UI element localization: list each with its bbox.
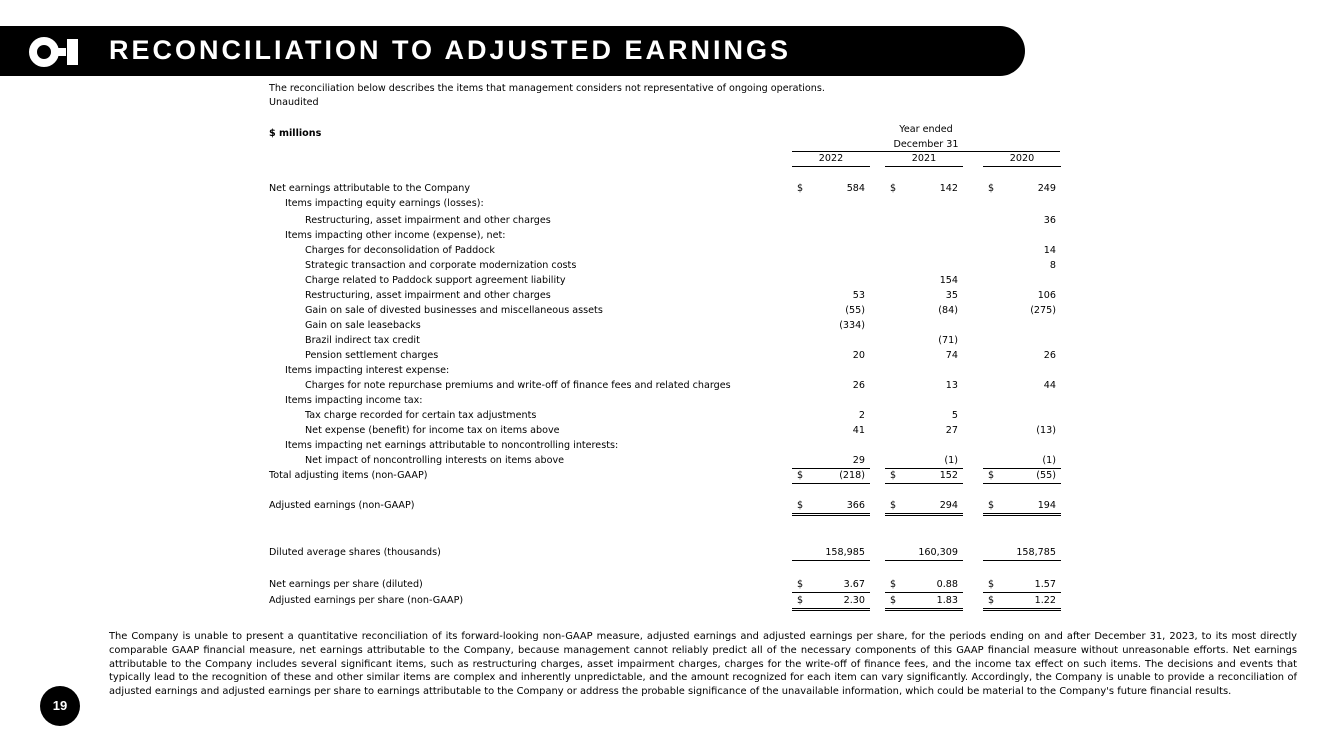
value-cell-2022 [792, 289, 870, 303]
value: 154 [939, 275, 958, 286]
row-label: Adjusted earnings (non-GAAP) [269, 500, 415, 511]
value: 294 [939, 500, 958, 511]
row-label: Gain on sale leasebacks [305, 320, 421, 331]
table-row [0, 319, 1333, 333]
value-cell-2020 [983, 469, 1061, 484]
table-row [0, 409, 1333, 423]
value: 14 [1043, 245, 1056, 256]
value-cell-2022 [792, 274, 870, 288]
table-row [0, 244, 1333, 258]
oi-logo-icon [28, 36, 84, 68]
value-cell-2020 [983, 546, 1061, 561]
value: 1.22 [1034, 595, 1056, 606]
row-label: Charges for deconsolidation of Paddock [305, 245, 495, 256]
value-cell-2022 [792, 594, 870, 611]
row-label: Items impacting equity earnings (losses): [285, 198, 484, 209]
row-label: Items impacting interest expense: [285, 365, 450, 376]
value-cell-2020 [983, 259, 1061, 273]
value: 20 [852, 350, 865, 361]
value-cell-2021 [885, 454, 963, 469]
value: (55) [1036, 470, 1056, 481]
dollar-sign: $ [890, 470, 897, 481]
dollar-sign: $ [797, 470, 804, 481]
value-cell-2022 [792, 349, 870, 363]
value: 1.83 [936, 595, 958, 606]
table-row [0, 259, 1333, 273]
value-cell-2022 [792, 364, 870, 378]
value-cell-2020 [983, 424, 1061, 438]
value-cell-2021 [885, 244, 963, 258]
value-cell-2021 [885, 364, 963, 378]
page-number: 19 [40, 686, 80, 726]
dollar-sign: $ [890, 500, 897, 511]
row-label: Net earnings attributable to the Company [269, 183, 471, 194]
period-header-line2: December 31 [893, 139, 959, 150]
dollar-sign: $ [988, 470, 995, 481]
value: (84) [938, 305, 958, 316]
table-row [0, 469, 1333, 483]
dollar-sign: $ [988, 500, 995, 511]
row-label: Pension settlement charges [305, 350, 439, 361]
value-cell-2021 [885, 334, 963, 348]
value: 584 [846, 183, 865, 194]
dollar-sign: $ [797, 579, 804, 590]
value: (275) [1030, 305, 1056, 316]
value-cell-2022 [792, 469, 870, 484]
table-row [0, 214, 1333, 228]
value: 36 [1043, 215, 1056, 226]
value-cell-2020 [983, 364, 1061, 378]
value-cell-2021 [885, 214, 963, 228]
table-row [0, 349, 1333, 363]
value-cell-2021 [885, 349, 963, 363]
value-cell-2022 [792, 578, 870, 593]
value-cell-2022 [792, 244, 870, 258]
value: 2.30 [843, 595, 865, 606]
row-label: Items impacting other income (expense), net: [285, 230, 506, 241]
table-row [0, 229, 1333, 243]
dollar-sign: $ [890, 579, 897, 590]
row-label: Adjusted earnings per share (non-GAAP) [269, 595, 464, 606]
value-cell-2021 [885, 304, 963, 318]
value: 35 [945, 290, 958, 301]
value-cell-2022 [792, 304, 870, 318]
value-cell-2020 [983, 454, 1061, 469]
row-label: Tax charge recorded for certain tax adjustments [305, 410, 537, 421]
year-rule-2021 [885, 166, 963, 167]
dollar-sign: $ [890, 595, 897, 606]
value: 41 [852, 425, 865, 436]
value: 152 [939, 470, 958, 481]
value: 53 [852, 290, 865, 301]
table-row [0, 182, 1333, 196]
table-row [0, 334, 1333, 348]
value: (218) [839, 470, 865, 481]
unaudited-label: Unaudited [269, 97, 319, 108]
value: 0.88 [936, 579, 958, 590]
value-cell-2022 [792, 424, 870, 438]
units-label: $ millions [269, 128, 322, 139]
value: 44 [1043, 380, 1056, 391]
year-rule-2020 [983, 166, 1061, 167]
value-cell-2021 [885, 197, 963, 211]
value-cell-2020 [983, 289, 1061, 303]
value-cell-2022 [792, 229, 870, 243]
value: 158,785 [1016, 547, 1056, 558]
value-cell-2021 [885, 424, 963, 438]
table-row [0, 364, 1333, 378]
table-row [0, 379, 1333, 393]
year-header-2020: 2020 [1009, 153, 1035, 164]
value-cell-2021 [885, 499, 963, 516]
table-row [0, 424, 1333, 438]
table-row [0, 594, 1333, 608]
row-label: Gain on sale of divested businesses and miscellaneous assets [305, 305, 603, 316]
value-cell-2020 [983, 274, 1061, 288]
row-label: Restructuring, asset impairment and other charges [305, 290, 551, 301]
value: (334) [839, 320, 865, 331]
year-header-2022: 2022 [818, 153, 844, 164]
value-cell-2020 [983, 439, 1061, 453]
page-title: RECONCILIATION TO ADJUSTED EARNINGS [109, 35, 792, 65]
value: 1.57 [1034, 579, 1056, 590]
value-cell-2020 [983, 334, 1061, 348]
value-cell-2021 [885, 394, 963, 408]
value: (13) [1036, 425, 1056, 436]
row-label: Items impacting net earnings attributable to noncontrolling interests: [285, 440, 619, 451]
value-cell-2021 [885, 379, 963, 393]
value: 8 [1049, 260, 1056, 271]
value-cell-2021 [885, 409, 963, 423]
value: 3.67 [843, 579, 865, 590]
row-label: Total adjusting items (non-GAAP) [269, 470, 428, 481]
value-cell-2020 [983, 214, 1061, 228]
value-cell-2022 [792, 259, 870, 273]
table-row [0, 439, 1333, 453]
value-cell-2022 [792, 394, 870, 408]
value: 26 [852, 380, 865, 391]
table-row [0, 454, 1333, 468]
value-cell-2021 [885, 289, 963, 303]
table-row [0, 578, 1333, 592]
value: 2 [858, 410, 865, 421]
value: 158,985 [825, 547, 865, 558]
value-cell-2021 [885, 469, 963, 484]
period-header-line1: Year ended [899, 124, 953, 135]
dollar-sign: $ [988, 183, 995, 194]
table-row [0, 394, 1333, 408]
table-row [0, 197, 1333, 211]
row-label: Items impacting income tax: [285, 395, 423, 406]
header-rule [792, 151, 1060, 152]
value-cell-2022 [792, 439, 870, 453]
value-cell-2022 [792, 319, 870, 333]
value-cell-2020 [983, 229, 1061, 243]
value: 13 [945, 380, 958, 391]
row-label: Charges for note repurchase premiums and write-off of finance fees and related charges [305, 380, 731, 391]
row-label: Restructuring, asset impairment and other charges [305, 215, 551, 226]
dollar-sign: $ [797, 595, 804, 606]
value-cell-2020 [983, 409, 1061, 423]
value-cell-2022 [792, 409, 870, 423]
value-cell-2020 [983, 578, 1061, 593]
table-row [0, 499, 1333, 513]
value-cell-2021 [885, 319, 963, 333]
value-cell-2022 [792, 334, 870, 348]
table-row [0, 289, 1333, 303]
value-cell-2022 [792, 197, 870, 211]
table-row [0, 546, 1333, 560]
value-cell-2021 [885, 439, 963, 453]
value-cell-2020 [983, 394, 1061, 408]
footnote: The Company is unable to present a quantitative reconciliation of its forward-looking non-GAAP measure, adjusted earnings and adjusted earnings per share, for the periods ending on and after December 31, 2023, to its most directly comparable GAAP financial measure, net earnings attributable to the Company, because management cannot reliably predict all of the necessary components of this GAAP financial measure without unreasonable efforts. Net earnings attributable to the Company includes several significant items, such as restructuring charges, asset impairment charges, charges for the write-off of finance fees, and the income tax effect on such items. The decisions and events that typically lead to the recognition of these and other similar items are complex and inherently unpredictable, and the amount recognized for each item can vary significantly. Accordingly, the Company is unable to provide a reconciliation of adjusted earnings and adjusted earnings per share to earnings attributable to the Company or address the probable significance of the unavailable information, which could be material to the Company's future financial results. [109, 631, 1297, 698]
value-cell-2021 [885, 274, 963, 288]
row-label: Net impact of noncontrolling interests on items above [305, 455, 565, 466]
value: 142 [939, 183, 958, 194]
value-cell-2020 [983, 244, 1061, 258]
row-label: Strategic transaction and corporate modernization costs [305, 260, 577, 271]
row-label: Net earnings per share (diluted) [269, 579, 423, 590]
value-cell-2021 [885, 182, 963, 196]
value-cell-2020 [983, 349, 1061, 363]
value: 249 [1037, 183, 1056, 194]
row-label: Brazil indirect tax credit [305, 335, 420, 346]
value: 74 [945, 350, 958, 361]
value-cell-2021 [885, 546, 963, 561]
dollar-sign: $ [890, 183, 897, 194]
value-cell-2020 [983, 594, 1061, 611]
dollar-sign: $ [797, 183, 804, 194]
year-rule-2022 [792, 166, 870, 167]
dollar-sign: $ [988, 595, 995, 606]
value: (1) [1042, 455, 1056, 466]
value-cell-2022 [792, 379, 870, 393]
value: 26 [1043, 350, 1056, 361]
value: 106 [1037, 290, 1056, 301]
value-cell-2022 [792, 546, 870, 561]
value-cell-2020 [983, 197, 1061, 211]
dollar-sign: $ [797, 500, 804, 511]
dollar-sign: $ [988, 579, 995, 590]
value-cell-2021 [885, 259, 963, 273]
value-cell-2021 [885, 594, 963, 611]
value-cell-2022 [792, 499, 870, 516]
value-cell-2021 [885, 229, 963, 243]
value-cell-2020 [983, 499, 1061, 516]
value-cell-2020 [983, 304, 1061, 318]
value: 160,309 [918, 547, 958, 558]
value-cell-2022 [792, 182, 870, 196]
value: 5 [951, 410, 958, 421]
value: 27 [945, 425, 958, 436]
value: 366 [846, 500, 865, 511]
table-row [0, 304, 1333, 318]
row-label: Diluted average shares (thousands) [269, 547, 441, 558]
value: (1) [944, 455, 958, 466]
row-label: Net expense (benefit) for income tax on items above [305, 425, 560, 436]
value-cell-2020 [983, 379, 1061, 393]
table-row [0, 274, 1333, 288]
intro-text: The reconciliation below describes the items that management considers not representative of ongoing operations. [269, 83, 825, 94]
value-cell-2021 [885, 578, 963, 593]
value: (55) [845, 305, 865, 316]
value-cell-2022 [792, 214, 870, 228]
value-cell-2020 [983, 182, 1061, 196]
value-cell-2022 [792, 454, 870, 469]
value: 29 [852, 455, 865, 466]
row-label: Charge related to Paddock support agreement liability [305, 275, 566, 286]
value-cell-2020 [983, 319, 1061, 333]
value: (71) [938, 335, 958, 346]
value: 194 [1037, 500, 1056, 511]
year-header-2021: 2021 [911, 153, 937, 164]
